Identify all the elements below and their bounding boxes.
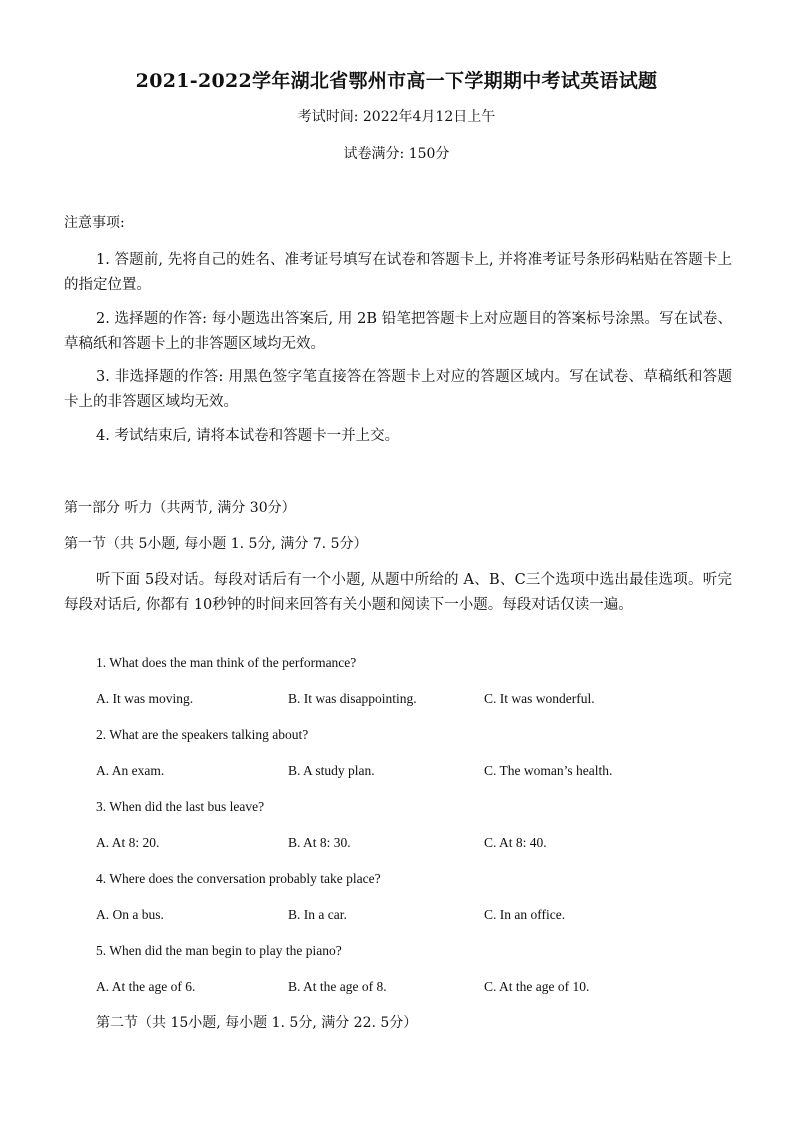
notice-item-3: 3. 非选择题的作答: 用黑色签字笔直接答在答题卡上对应的答题区域内。写在试卷、草稿纸和答题卡上的非答题区域均无效。 [64,369,732,410]
section1-heading: 第一节（共 5小题, 每小题 1. 5分, 满分 7. 5分） [64,536,368,552]
section1-instructions: 听下面 5段对话。每段对话后有一个小题, 从题中所给的 A、B、C三个选项中选出最佳选项。听完每段对话后, 你都有 10秒钟的时间来回答有关小题和阅读下一小题。每段对话仅读一遍。 [64,572,732,613]
full-score: 试卷满分: 150分 [343,146,450,162]
section2-heading: 第二节（共 15小题, 每小题 1. 5分, 满分 22. 5分） [96,1015,418,1031]
q5-option-b: B. At the age of 8. [288,979,387,994]
q3-option-a: A. At 8: 20. [96,835,160,850]
notice-item-2: 2. 选择题的作答: 每小题选出答案后, 用 2B 铅笔把答题卡上对应题目的答案标号涂黑。写在试卷、草稿纸和答题卡上的非答题区域均无效。 [64,311,732,352]
notice-heading: 注意事项: [64,215,125,231]
q2-option-b: B. A study plan. [288,763,375,778]
q5-option-a: A. At the age of 6. [96,979,196,994]
question-1: 1. What does the man think of the performance? [96,655,357,670]
q2-option-c: C. The woman’s health. [484,763,613,778]
notice-item-4: 4. 考试结束后, 请将本试卷和答题卡一并上交。 [96,428,400,444]
q1-option-b: B. It was disappointing. [288,691,417,706]
exam-time: 考试时间: 2022年4月12日上午 [297,109,496,125]
notice-item-1: 1. 答题前, 先将自己的姓名、准考证号填写在试卷和答题卡上, 并将准考证号条形码粘贴在答题卡上的指定位置。 [64,252,732,293]
q4-option-a: A. On a bus. [96,907,164,922]
q1-option-a: A. It was moving. [96,691,194,706]
part1-heading: 第一部分 听力（共两节, 满分 30分） [64,500,296,516]
question-5: 5. When did the man begin to play the piano? [96,943,342,958]
q1-option-c: C. It was wonderful. [484,691,595,706]
q3-option-b: B. At 8: 30. [288,835,351,850]
q4-option-b: B. In a car. [288,907,347,922]
q5-option-c: C. At the age of 10. [484,979,590,994]
question-4: 4. Where does the conversation probably take place? [96,871,381,886]
question-2: 2. What are the speakers talking about? [96,727,309,742]
page-title: 2021-2022学年湖北省鄂州市高一下学期期中考试英语试题 [135,70,658,92]
question-3: 3. When did the last bus leave? [96,799,265,814]
q2-option-a: A. An exam. [96,763,165,778]
q3-option-c: C. At 8: 40. [484,835,547,850]
q4-option-c: C. In an office. [484,907,566,922]
